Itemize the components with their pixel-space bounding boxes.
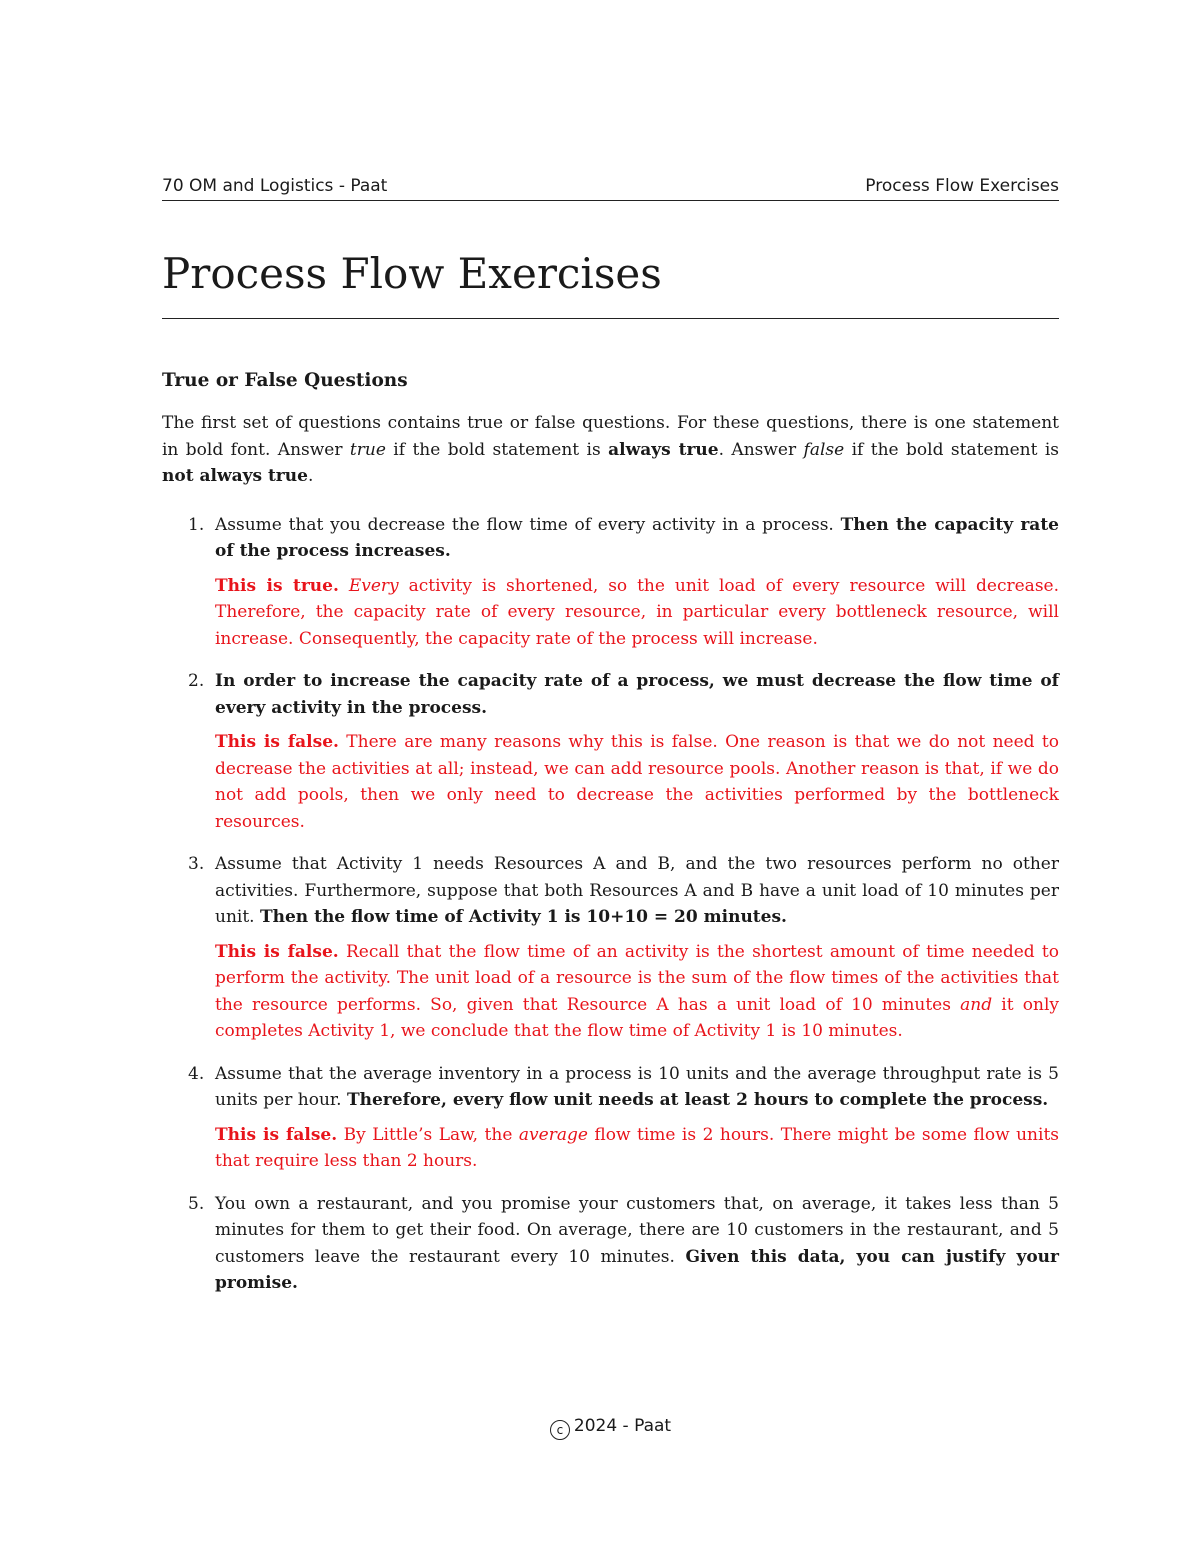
question-number: 5. [188,1193,205,1214]
question-bold-statement: Then the capacity rate of the process increases. [215,514,1059,561]
answer-verdict: This is false. [215,1124,338,1145]
question-number: 3. [188,854,205,874]
question-number: 4. [188,1063,205,1084]
intro-false-word: false [803,439,845,460]
intro-text-5: . [307,466,314,486]
answer-explanation: activity is shortened, so the unit load of every resource will decrease. Therefore, the capacity rate of every resource, in particular every bottleneck resource, will increase. Consequently, the capacity rate of the process will increase. [215,575,1060,649]
intro-text-4: if the bold statement is [844,439,1060,460]
intro-not-always-true: not always true [162,466,308,486]
question-text [215,668,1059,721]
question-text [215,851,1059,931]
answer-explanation-2: flow time is 2 hours. There might be some flow units that require less than 2 hours. [215,1124,1059,1171]
answer-verdict: This is true. [215,575,339,596]
question-item-3 [162,851,1059,1045]
section-title: True or False Questions [162,370,408,391]
question-bold-statement: Given this data, you can justify your promise. [215,1246,1059,1293]
question-item-1 [162,512,1059,653]
running-header [162,176,1059,201]
answer-text [215,729,1059,835]
intro-true-word: true [349,439,386,460]
intro-always-true: always true [608,439,719,460]
question-list [162,512,1059,1297]
copyright-icon: c [550,1420,570,1440]
header-right: Process Flow Exercises [865,176,1059,196]
answer-text [215,1122,1059,1175]
question-bold-statement: Therefore, every flow unit needs at least 2 hours to complete the process. [346,1090,1049,1110]
question-plain: Assume that you decrease the flow time of every activity in a process. [215,514,841,535]
page-footer [162,1416,1059,1440]
question-text [215,1191,1059,1297]
question-number: 2. [188,671,205,691]
question-text [215,1061,1059,1114]
question-number: 1. [188,514,205,535]
page-title: Process Flow Exercises [162,246,1059,319]
question-item-5 [162,1191,1059,1297]
answer-emphasis: and [960,994,993,1015]
answer-explanation-1: By Little’s Law, the [337,1124,519,1145]
answer-verdict: This is false. [215,732,339,752]
answer-verdict: This is false. [215,941,339,962]
answer-emphasis: average [518,1124,588,1145]
footer-text: 2024 - Paat [573,1416,672,1436]
answer-explanation-2: it only completes Activity 1, we conclude that the flow time of Activity 1 is 10 minutes. [215,994,1059,1041]
header-left: 70 OM and Logistics - Paat [162,176,388,196]
question-plain: Assume that the average inventory in a process is 10 units and the average throughput rate is 5 units per hour. [215,1063,1059,1110]
intro-text-1: The first set of questions contains true or false questions. For these questions, there is one statement in bold font. Answer [162,413,1059,460]
question-item-4 [162,1061,1059,1175]
question-plain: You own a restaurant, and you promise your customers that, on average, it takes less than 5 minutes for them to get their food. On average, there are 10 customers in the restaurant, and 5 customers leave the restaurant every 10 minutes. [215,1193,1059,1267]
question-item-2 [162,668,1059,835]
question-text [215,512,1059,565]
question-bold-statement: Then the flow time of Activity 1 is 10+10 = 20 minutes. [259,907,787,927]
answer-text [215,939,1059,1045]
intro-text-3: . Answer [718,439,804,460]
question-bold-statement: In order to increase the capacity rate of a process, we must decrease the flow time of every activity in the process. [215,671,1059,718]
question-plain: Assume that Activity 1 needs Resources A and B, and the two resources perform no other activities. Furthermore, suppose that both Resources A and B have a unit load of 10 minutes per unit. [215,854,1059,927]
answer-emphasis: Every [348,575,399,596]
section-intro [162,410,1059,490]
answer-text [215,573,1059,653]
answer-explanation-1: Recall that the flow time of an activity is the shortest amount of time needed to perform the activity. The unit load of a resource is the sum of the flow times of the activities that the resource performs. So, given that Resource A has a unit load of 10 minutes [215,941,1059,1015]
document-page [162,0,1059,1553]
content [162,366,1059,1313]
intro-text-2: if the bold statement is [385,439,609,460]
answer-explanation: There are many reasons why this is false. One reason is that we do not need to decrease the activities at all; instead, we can add resource pools. Another reason is that, if we do not add pools, then we only need to decrease the activities performed by the bottleneck resources. [215,732,1059,832]
